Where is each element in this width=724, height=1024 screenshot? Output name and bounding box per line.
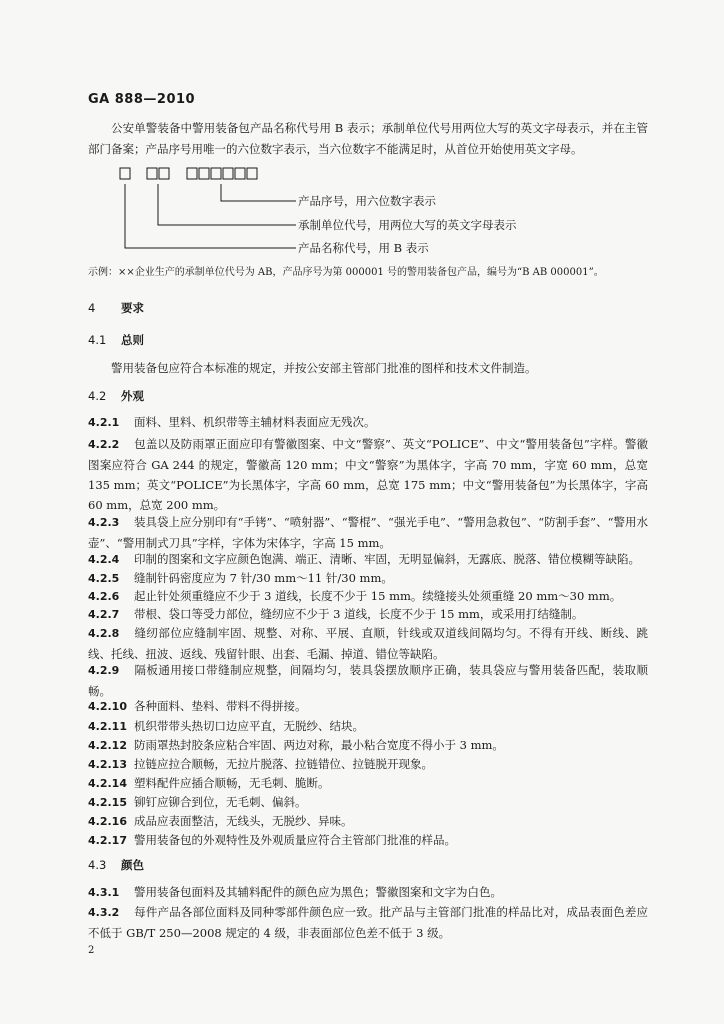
clause-number: 4.2.5: [88, 572, 120, 585]
clause-text: 拉链应拉合顺畅，无拉片脱落、拉链错位、拉链脱开现象。: [134, 757, 433, 771]
clause-number: 4.2.9: [88, 664, 120, 677]
clause-number: 4.3.2: [88, 906, 120, 919]
clause-4-2-1: [88, 412, 648, 433]
clause-text: 带根、袋口等受力部位，缝纫应不少于 3 道线，长度不少于 15 mm，或采用打结缝制。: [134, 607, 584, 621]
section-number: 4.3: [88, 858, 107, 872]
clause-text: 塑料配件应插合顺畅，无毛刺、脆断。: [134, 776, 330, 790]
clause-4-2-9: [88, 660, 648, 701]
clause-4-2-14: [88, 773, 648, 794]
maker-leader-line: [158, 184, 296, 225]
clause-text: 缝制针码密度应为 7 针/30 mm～11 针/30 mm。: [134, 571, 393, 585]
section-number: 4.2: [88, 389, 107, 403]
clause-number: 4.2.4: [88, 553, 120, 566]
clause-4-2-7: [88, 604, 648, 625]
clause-number: 4.2.14: [88, 777, 127, 790]
clause-text: 装具袋上应分别印有“手铐”、“喷射器”、“警棍”、“强光手电”、“警用急救包”、“防割手套”、“警用水壶”、“警用制式刀具”字样，字体为宋体字，字高 15 mm。: [88, 515, 648, 550]
clause-text: 成品应表面整洁，无线头，无脱纱、异味。: [134, 814, 353, 828]
serial-box-5: [235, 168, 245, 179]
serial-leader-line: [221, 184, 296, 201]
clause-4-3-2: [88, 902, 648, 943]
clause-text: 缝纫部位应缝制牢固、规整、对称、平展、直顺，针线或双道线间隔均匀。不得有开线、断线、跳线、托线、扭波、返线、残留针眼、出套、毛漏、掉道、错位等缺陷。: [88, 626, 648, 661]
section-4-heading: [88, 300, 144, 316]
clause-number: 4.2.8: [88, 627, 120, 640]
clause-text: 警用装备包的外观特性及外观质量应符合主管部门批准的样品。: [134, 833, 456, 847]
clause-number: 4.2.1: [88, 416, 120, 429]
clause-text: 隔板通用接口带缝制应规整，间隔均匀，装具袋摆放顺序正确，装具袋应与警用装备匹配，装取顺畅。: [88, 663, 648, 698]
clause-number: 4.2.10: [88, 700, 127, 713]
clause-text: 机织带带头热切口边应平直，无脱纱、结块。: [134, 719, 364, 733]
section-number: 4: [88, 301, 96, 315]
standard-header: GA 888—2010: [88, 92, 196, 107]
name-label: 产品名称代号，用 B 表示: [298, 241, 429, 255]
section-4-2-heading: [88, 388, 144, 404]
section-number: 4.1: [88, 333, 107, 347]
clause-number: 4.2.7: [88, 608, 120, 621]
clause-text: 每件产品各部位面料及同种零部件颜色应一致。批产品与主管部门批准的样品比对，成品表面色差应不低于 GB/T 250—2008 规定的 4 级，非表面部位色差不低于 3 级。: [88, 905, 648, 940]
clause-4-2-13: [88, 754, 648, 775]
section-title: 外观: [121, 389, 144, 403]
section-title: 总则: [121, 333, 144, 347]
clause-number: 4.2.17: [88, 834, 127, 847]
example-note: 示例：××企业生产的承制单位代号为 AB，产品序号为第 000001 号的警用装备包产品，编号为“B AB 000001”。: [88, 267, 604, 278]
clause-4-2-10: [88, 696, 648, 717]
clause-number: 4.3.1: [88, 886, 120, 899]
clause-4-2-12: [88, 735, 648, 756]
serial-box-3: [211, 168, 221, 179]
clause-text: 各种面料、垫料、带料不得拼接。: [134, 699, 307, 713]
clause-number: 4.2.2: [88, 438, 120, 451]
section-4-1-text: 警用装备包应符合本标准的规定，并按公安部主管部门批准的图样和技术文件制造。: [111, 361, 537, 375]
section-title: 要求: [121, 301, 144, 315]
serial-box-4: [223, 168, 233, 179]
clause-4-2-16: [88, 811, 648, 832]
clause-4-2-3: [88, 512, 648, 553]
clause-4-2-8: [88, 623, 648, 664]
section-4-3-heading: [88, 857, 144, 873]
clause-number: 4.2.3: [88, 516, 120, 529]
clause-4-2-15: [88, 792, 648, 813]
clause-number: 4.2.6: [88, 590, 120, 603]
clause-text: 起止针处须重缝应不少于 3 道线，长度不少于 15 mm。续缝接头处须重缝 20 mm～30 mm。: [134, 589, 622, 603]
clause-4-2-17: [88, 830, 648, 851]
clause-number: 4.2.12: [88, 739, 127, 752]
clause-4-2-11: [88, 716, 648, 737]
serial-box-1: [187, 168, 197, 179]
clause-4-3-1: [88, 882, 648, 903]
name-leader-line: [125, 184, 296, 248]
maker-box-1: [147, 168, 157, 179]
clause-4-2-4: [88, 549, 648, 570]
clause-number: 4.2.15: [88, 796, 127, 809]
clause-text: 印制的图案和文字应颜色饱满、端正、清晰、牢固，无明显偏斜，无露底、脱落、错位模糊等缺陷。: [134, 552, 640, 566]
serial-box-2: [199, 168, 209, 179]
maker-label: 承制单位代号，用两位大写的英文字母表示: [298, 218, 517, 232]
section-4-1-heading: [88, 332, 144, 348]
clause-text: 包盖以及防雨罩正面应印有警徽图案、中文“警察”、英文“POLICE”、中文“警用装备包”字样。警徽图案应符合 GA 244 的规定，警徽高 120 mm；中文“警察”为黑体字，字高 70 mm，字宽 60 mm，总宽 135 mm；英文“POLICE”为长黑体字，字高 60 mm，总宽 175 mm；中文“警用装备包”为长黑体字，字高 60 mm，总宽 200 mm。: [88, 437, 648, 512]
clause-4-2-2: [88, 434, 648, 515]
clause-text: 铆钉应铆合到位，无毛刺、偏斜。: [134, 795, 307, 809]
serial-box-6: [247, 168, 257, 179]
page-number: 2: [88, 945, 95, 956]
clause-number: 4.2.16: [88, 815, 127, 828]
serial-label: 产品序号，用六位数字表示: [298, 194, 436, 208]
clause-number: 4.2.11: [88, 720, 127, 733]
clause-number: 4.2.13: [88, 758, 127, 771]
clause-text: 警用装备包面料及其辅料配件的颜色应为黑色；警徽图案和文字为白色。: [134, 885, 502, 899]
maker-box-2: [159, 168, 169, 179]
clause-text: 防雨罩热封胶条应粘合牢固、两边对称，最小粘合宽度不得小于 3 mm。: [134, 738, 504, 752]
intro-paragraph: 公安单警装备中警用装备包产品名称代号用 B 表示；承制单位代号用两位大写的英文字母表示，并在主管部门备案；产品序号用唯一的六位数字表示，当六位数字不能满足时，从首位开始使用英文字母。: [88, 121, 648, 156]
section-title: 颜色: [121, 858, 144, 872]
product-name-box: [120, 168, 130, 179]
clause-text: 面料、里料、机织带等主辅材料表面应无残次。: [134, 415, 376, 429]
